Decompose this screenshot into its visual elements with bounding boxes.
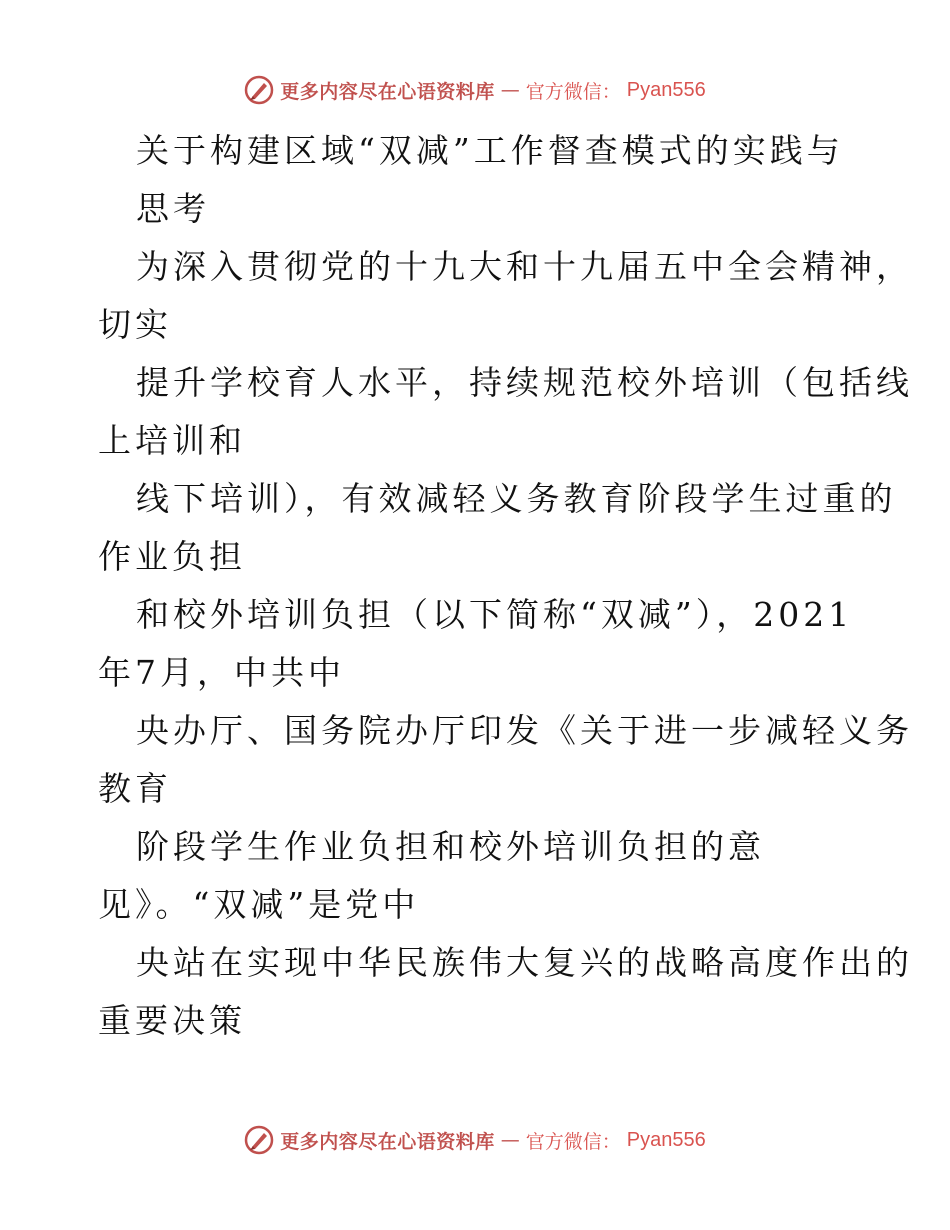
document-body xyxy=(98,122,913,1050)
document-line: 年7月，中共中 xyxy=(98,653,345,692)
document-line: 教育 xyxy=(98,769,172,808)
document-line: 央办厅、国务院办厅印发《关于进一步减轻义务 xyxy=(136,711,913,750)
document-line: 线下培训），有效减轻义务教育阶段学生过重的 xyxy=(136,479,897,518)
watermark-wechat-label: 官方微信： xyxy=(525,1130,621,1153)
pen-leaf-logo-icon xyxy=(244,1125,274,1155)
document-line: 央站在实现中华民族伟大复兴的战略高度作出的 xyxy=(136,943,913,982)
document-line: 思考 xyxy=(136,189,210,228)
watermark-wechat-id: Pyan556 xyxy=(626,1128,706,1151)
document-line: 作业负担 xyxy=(98,537,246,576)
document-line: 关于构建区域“双减”工作督查模式的实践与 xyxy=(136,131,844,170)
footer-watermark xyxy=(0,1120,950,1160)
watermark-site-text: 更多内容尽在心语资料库 xyxy=(280,80,495,103)
document-line: 上培训和 xyxy=(98,421,246,460)
pen-leaf-logo-icon xyxy=(244,75,274,105)
document-line: 切实 xyxy=(98,305,172,344)
document-line: 阶段学生作业负担和校外培训负担的意 xyxy=(136,827,765,866)
document-line: 为深入贯彻党的十九大和十九届五中全会精神， xyxy=(136,247,913,286)
watermark-dash: — xyxy=(500,79,520,101)
watermark-dash: — xyxy=(500,1129,520,1151)
document-line: 提升学校育人水平，持续规范校外培训（包括线 xyxy=(136,363,913,402)
document-line: 见》。“双减”是党中 xyxy=(98,885,420,924)
header-watermark xyxy=(0,70,950,110)
document-line: 和校外培训负担（以下简称“双减”），2021 xyxy=(136,595,854,634)
watermark-wechat-label: 官方微信： xyxy=(525,80,621,103)
watermark-wechat-id: Pyan556 xyxy=(626,78,706,101)
watermark-site-text: 更多内容尽在心语资料库 xyxy=(280,1130,495,1153)
document-line: 重要决策 xyxy=(98,1001,246,1040)
